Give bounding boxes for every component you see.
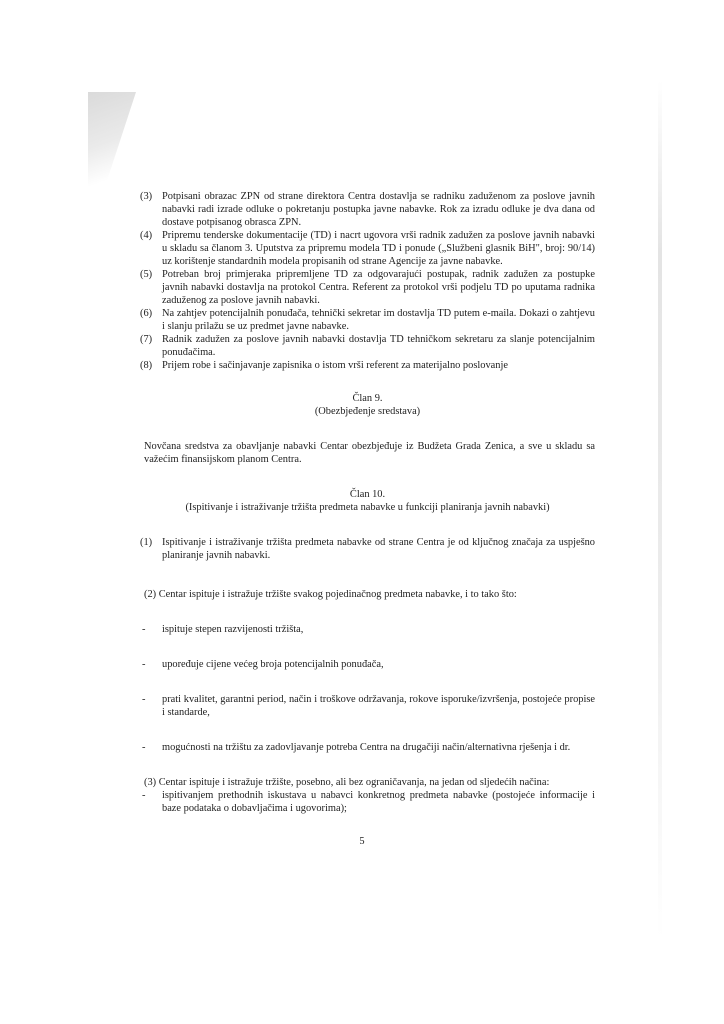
list-item: (6) Na zahtjev potencijalnih ponuđača, tehnički sekretar im dostavlja TD putem e-maila. Dokazi o zahtjevu i slanju prilažu se uz predmet javne nabavke. — [140, 308, 595, 332]
list-item: (5) Potreban broj primjeraka pripremljene TD za odgovarajući postupak, radnik zadužen za postupke javnih nabavki dostavlja na protokol Centra. Referent za protokol vrši podjelu TD po uputama radnika zaduženog za poslove javnih nabavki. — [140, 269, 595, 306]
scan-shadow-edge — [658, 80, 662, 940]
clan10-subtitle: (Ispitivanje i istraživanje tržišta predmeta nabavke u funkciji planiranja javnih nabavki) — [185, 502, 550, 513]
bullet-item: - mogućnosti na tržištu za zadovljavanje potreba Centra na drugačiji način/alternativna rješenja i dr. — [142, 742, 571, 753]
clan9-text: Novčana sredstva za obavljanje nabavki Centar obezbjeđuje iz Budžeta Grada Zenica, a sve u skladu sa važećim finansijskom planom Centra. — [144, 441, 595, 465]
bullet-item: - ispitivanjem prethodnih iskustava u nabavci konkretnog predmeta nabavke (postojeće informacije i baze podataka o dobavljačima i ugovorima); — [142, 790, 595, 814]
clan10-paragraph-2: (2) Centar ispituje i istražuje tržište svakog pojedinačnog predmeta nabavke, i to tako što: — [144, 589, 517, 600]
clan9-title: Član 9. — [352, 393, 383, 404]
list-item: (4) Pripremu tenderske dokumentacije (TD) i nacrt ugovora vrši radnik zadužen za poslove javnih nabavki u skladu sa članom 3. Uputstva za pripremu modela TD i ponude („Službeni glasnik BiH", broj: 90/14) uz korištenje standardnih modela propisanih od strane Agencije za javne nabavke. — [140, 230, 595, 267]
clan10-title: Član 10. — [349, 489, 386, 500]
document-body — [140, 190, 595, 815]
bullet-item: - upoređuje cijene većeg broja potencijalnih ponuđača, — [142, 659, 384, 670]
list-item: (7) Radnik zadužen za poslove javnih nabavki dostavlja TD tehničkom sekretaru za slanje potencijalnim ponuđačima. — [140, 334, 595, 358]
clan10-paragraph-3: (3) Centar ispituje i istražuje tržište, posebno, ali bez ograničavanja, na jedan od sljedećih načina: — [144, 777, 550, 788]
bullet-item: - prati kvalitet, garantni period, način i troškove održavanja, rokove isporuke/izvršenja, postojeće propise i standarde, — [142, 694, 595, 718]
list-items-a — [140, 190, 595, 372]
scan-shadow-corner — [88, 92, 136, 202]
list-item: (3) Potpisani obrazac ZPN od strane direktora Centra dostavlja se radniku zaduženom za poslove javnih nabavki radi izrade odluke o pokretanju postupka javne nabavke. Rok za izradu odluke je dva dana od dostave potpisanog obrasca ZPN. — [140, 191, 595, 228]
bullet-item: - ispituje stepen razvijenosti tržišta, — [142, 624, 304, 635]
clan10-paragraph-1: (1) Ispitivanje i istraživanje tržišta predmeta nabavke od strane Centra je od ključnog značaja za uspješno planiranje javnih nabavki. — [140, 537, 595, 561]
list-item: (8) Prijem robe i sačinjavanje zapisnika o istom vrši referent za materijalno poslovanje — [140, 360, 508, 371]
clan9-subtitle: (Obezbjeđenje sredstava) — [314, 406, 421, 417]
page-number: 5 — [359, 836, 365, 847]
